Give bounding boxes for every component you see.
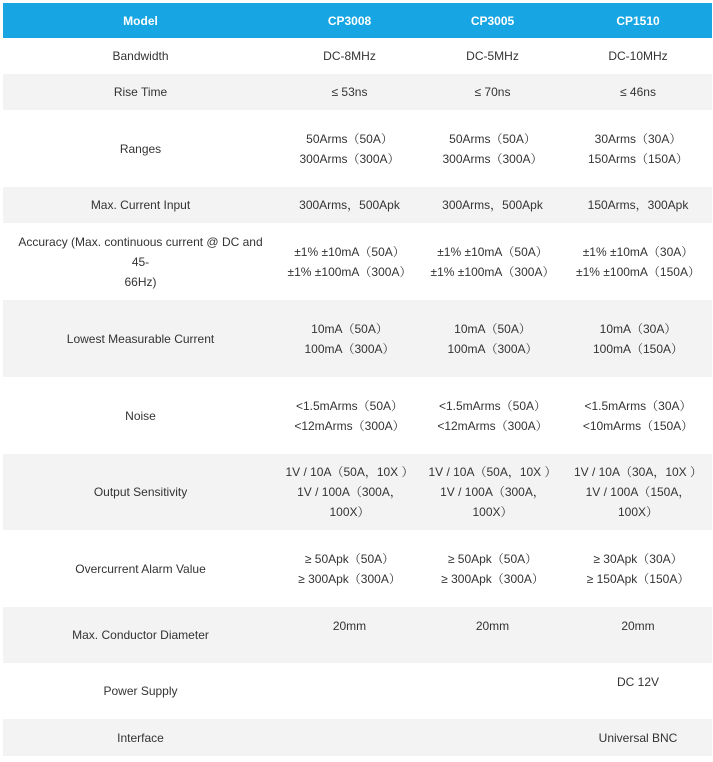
spec-cell: 10mA（50A） 100mA（300A） [278, 300, 421, 377]
table-row [3, 110, 712, 187]
table-row [3, 377, 712, 454]
row-label: Accuracy (Max. continuous current @ DC and 45- 66Hz) [18, 234, 263, 289]
spec-cell: ≥ 50Apk（50A） ≥ 300Apk（300A） [298, 551, 401, 586]
row-label: Lowest Measurable Current [3, 300, 278, 377]
table-row [3, 38, 712, 74]
spec-cell: 10mA（50A） 100mA（300A） [421, 300, 564, 377]
spec-cell: 30Arms（30A） 150Arms（150A） [587, 131, 689, 166]
spec-cell-empty [278, 663, 421, 719]
spec-cell: 1V / 10A（50A，10X ） 1V / 100A（300A， 100X） [421, 454, 564, 530]
spec-cell: <1.5mArms（30A） <10mArms（150A） [582, 398, 694, 433]
table-row [3, 719, 712, 756]
row-label: Noise [125, 408, 156, 423]
spec-cell: 50Arms（50A） 300Arms（300A） [442, 131, 543, 166]
model-header-cp3005: CP3005 [421, 3, 564, 38]
row-label: Overcurrent Alarm Value [75, 561, 206, 576]
spec-cell: DC 12V [616, 675, 660, 689]
spec-cell: DC-10MHz [608, 49, 668, 63]
row-label: Rise Time [3, 74, 278, 110]
row-label: Interface [3, 719, 278, 756]
spec-cell: ±1% ±10mA（50A） ±1% ±100mA（300A） [287, 244, 412, 279]
spec-table [3, 3, 712, 756]
spec-cell: ≥ 30Apk（30A） ≥ 150Apk（150A） [586, 551, 690, 586]
spec-cell: ≥ 50Apk（50A） ≥ 300Apk（300A） [441, 551, 544, 586]
spec-cell: 300Arms，500Apk [278, 187, 421, 223]
row-label: Ranges [119, 141, 162, 156]
spec-cell-empty [278, 719, 421, 756]
spec-cell: <1.5mArms（50A） <12mArms（300A） [294, 398, 405, 433]
model-header: Model [3, 3, 278, 38]
spec-cell: 10mA（30A） 100mA（150A） [564, 300, 712, 377]
spec-cell: 50Arms（50A） 300Arms（300A） [299, 131, 400, 166]
spec-cell: ±1% ±10mA（50A） ±1% ±100mA（300A） [430, 244, 555, 279]
spec-cell: 150Arms，300Apk [564, 187, 712, 223]
spec-cell-empty [421, 719, 564, 756]
row-label: Bandwidth [112, 49, 169, 63]
spec-cell: ≤ 53ns [278, 74, 421, 110]
header-row [3, 3, 712, 38]
table-row [3, 223, 712, 300]
spec-cell: DC-5MHz [466, 49, 519, 63]
spec-cell: Universal BNC [564, 719, 712, 756]
spec-cell: ≤ 46ns [564, 74, 712, 110]
model-header-cp3008: CP3008 [278, 3, 421, 38]
model-header-cp1510: CP1510 [564, 3, 712, 38]
spec-cell: 20mm [278, 607, 421, 663]
spec-cell: 1V / 10A（30A，10X ） 1V / 100A（150A， 100X） [564, 454, 712, 530]
spec-cell: <1.5mArms（50A） <12mArms（300A） [437, 398, 548, 433]
spec-cell: 20mm [421, 607, 564, 663]
table-row [3, 607, 712, 663]
table-row [3, 187, 712, 223]
table-row [3, 454, 712, 530]
spec-cell: DC-8MHz [323, 49, 376, 63]
spec-cell: ±1% ±10mA（30A） ±1% ±100mA（150A） [576, 244, 700, 279]
row-label: Power Supply [103, 684, 178, 698]
spec-cell: 1V / 10A（50A，10X ） 1V / 100A（300A， 100X） [278, 454, 421, 530]
table-row [3, 530, 712, 607]
spec-cell: ≤ 70ns [421, 74, 564, 110]
row-label: Max. Current Input [3, 187, 278, 223]
spec-cell-empty [421, 663, 564, 719]
spec-cell: 300Arms，500Apk [421, 187, 564, 223]
table-row [3, 663, 712, 719]
table-row [3, 300, 712, 377]
spec-cell: 20mm [564, 607, 712, 663]
row-label: Output Sensitivity [3, 454, 278, 530]
row-label: Max. Conductor Diameter [3, 607, 278, 663]
table-row [3, 74, 712, 110]
